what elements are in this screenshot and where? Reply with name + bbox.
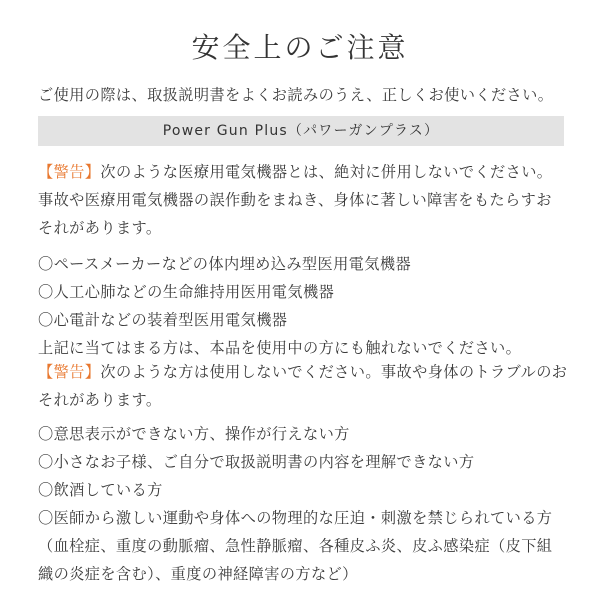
list-item: 〇医師から激しい運動や身体への物理的な圧迫・刺激を禁じられている方 bbox=[38, 509, 553, 527]
warning-2-detail-line2: 織の炎症を含む）、重度の神経障害の方など） bbox=[38, 565, 358, 583]
list-item: 〇心電計などの装着型医用電気機器 bbox=[38, 311, 288, 329]
warning-2-detail-line1: （血栓症、重度の動脈瘤、急性静脈瘤、各種皮ふ炎、皮ふ感染症（皮下組 bbox=[38, 537, 553, 555]
warning-1-lead-line2: 事故や医療用電気機器の誤作動をまねき、身体に著しい障害をもたらすお bbox=[38, 191, 552, 209]
page-title: 安全上のご注意 bbox=[191, 31, 409, 64]
list-item: 〇小さなお子様、ご自分で取扱説明書の内容を理解できない方 bbox=[38, 453, 475, 471]
intro-text: ご使用の際は、取扱説明書をよくお読みのうえ、正しくお使いください。 bbox=[38, 86, 554, 104]
list-item: 〇意思表示ができない方、操作が行えない方 bbox=[38, 425, 350, 443]
product-name-bar: Power Gun Plus（パワーガンプラス） bbox=[38, 116, 564, 146]
warning-section-2 bbox=[38, 358, 568, 588]
list-item: 〇ペースメーカーなどの体内埋め込み型医用電気機器 bbox=[38, 255, 412, 273]
warning-1-lead-line3: それがあります。 bbox=[38, 219, 162, 237]
warning-2-lead bbox=[38, 358, 568, 386]
list-item: 〇飲酒している方 bbox=[38, 481, 163, 499]
warning-2-lead-text: 次のような方は使用しないでください。事故や身体のトラブルのお bbox=[100, 363, 568, 381]
warning-1-lead bbox=[38, 158, 568, 186]
warning-2-lead-line2: それがあります。 bbox=[38, 391, 162, 409]
list-item: 〇人工心肺などの生命維持用医用電気機器 bbox=[38, 283, 335, 301]
warning-1-note: 上記に当てはまる方は、本品を使用中の方にも触れないでください。 bbox=[38, 339, 522, 357]
spacer bbox=[38, 242, 568, 250]
warning-label: 【警告】 bbox=[38, 163, 101, 181]
warning-label: 【警告】 bbox=[38, 363, 101, 381]
warning-1-lead-text: 次のような医療用電気機器とは、絶対に併用しないでください。 bbox=[100, 163, 553, 181]
warning-section-1 bbox=[38, 158, 568, 362]
